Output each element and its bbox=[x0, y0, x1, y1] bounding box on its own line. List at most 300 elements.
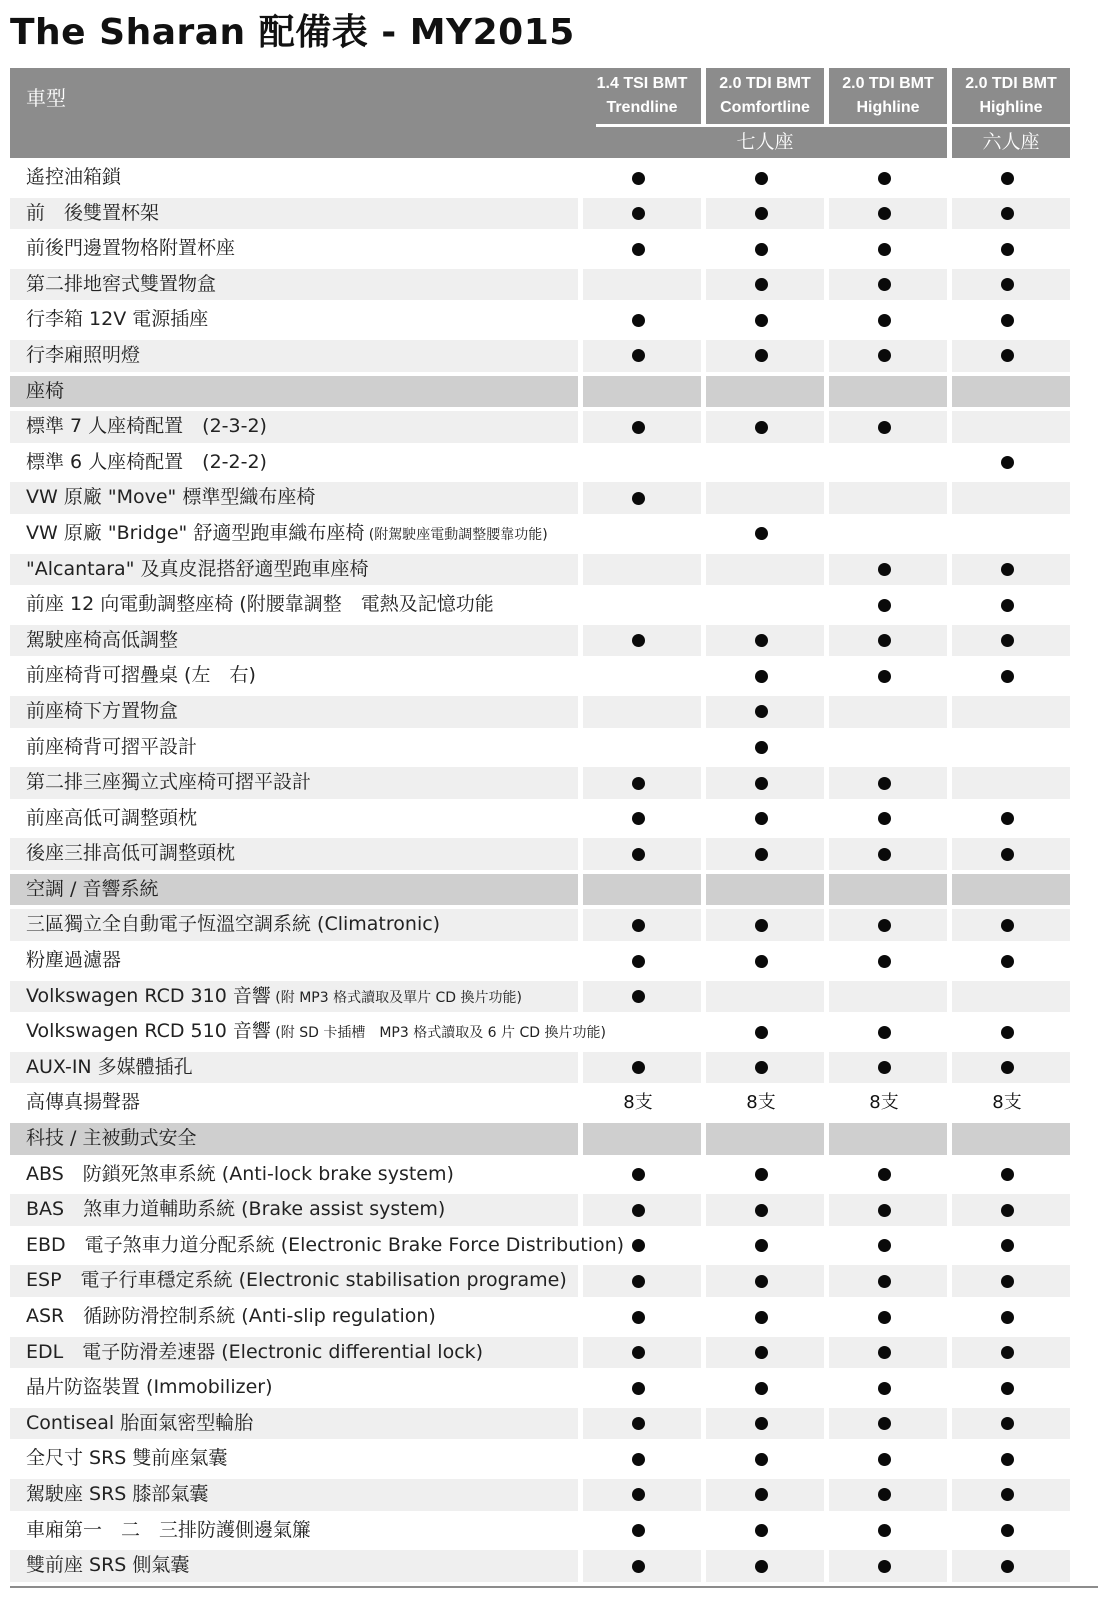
standard-dot-icon bbox=[702, 623, 820, 659]
standard-dot-icon bbox=[579, 1192, 697, 1228]
row-value-cell-4 bbox=[952, 732, 1070, 764]
table-row bbox=[10, 1263, 1098, 1299]
row-value-cell-3 bbox=[829, 981, 947, 1013]
feature-label bbox=[26, 1370, 272, 1406]
standard-dot-icon bbox=[702, 730, 820, 766]
dot-icon bbox=[878, 1026, 891, 1039]
standard-dot-icon bbox=[825, 409, 943, 445]
feature-label bbox=[26, 1014, 606, 1050]
dot-icon bbox=[632, 812, 645, 825]
standard-dot-icon bbox=[825, 1513, 943, 1549]
table-row bbox=[10, 765, 1098, 801]
table-row bbox=[10, 231, 1098, 267]
dot-icon bbox=[755, 1453, 768, 1466]
dot-icon bbox=[632, 1275, 645, 1288]
standard-dot-icon bbox=[948, 801, 1066, 837]
table-row bbox=[10, 409, 1098, 445]
row-value-cell-3 bbox=[829, 732, 947, 764]
table-row bbox=[10, 1335, 1098, 1371]
table-row bbox=[10, 196, 1098, 232]
dot-icon bbox=[632, 634, 645, 647]
dot-icon bbox=[632, 207, 645, 220]
dot-icon bbox=[755, 1204, 768, 1217]
dot-icon bbox=[632, 1417, 645, 1430]
header-model-cell bbox=[10, 68, 596, 158]
section-header-row bbox=[10, 1121, 1098, 1157]
feature-label-text: EBD 電子煞車力道分配系統 (Electronic Brake Force Distribution) bbox=[26, 1233, 625, 1256]
standard-dot-icon bbox=[579, 1513, 697, 1549]
standard-dot-icon bbox=[825, 302, 943, 338]
dot-icon bbox=[632, 492, 645, 505]
feature-label-text: VW 原廠 "Bridge" 舒適型跑車織布座椅 bbox=[26, 521, 365, 544]
row-value-cell-4 bbox=[952, 482, 1070, 514]
feature-label-text: 第二排三座獨立式座椅可摺平設計 bbox=[26, 771, 312, 794]
feature-label bbox=[26, 836, 235, 872]
standard-dot-icon bbox=[948, 302, 1066, 338]
dot-icon bbox=[1001, 670, 1014, 683]
header-col-3-trim: Highline bbox=[856, 99, 920, 116]
dot-icon bbox=[632, 1488, 645, 1501]
dot-icon bbox=[755, 1061, 768, 1074]
feature-label bbox=[26, 1513, 311, 1549]
dot-icon bbox=[878, 349, 891, 362]
feature-label-text: EDL 電子防滑差速器 (Electronic differential lock) bbox=[26, 1340, 484, 1363]
feature-label-text: 行李廂照明燈 bbox=[26, 343, 141, 366]
dot-icon bbox=[1001, 1061, 1014, 1074]
standard-dot-icon bbox=[702, 1406, 820, 1442]
dot-icon bbox=[1001, 955, 1014, 968]
standard-dot-icon bbox=[579, 1548, 697, 1584]
equipment-table bbox=[10, 68, 1098, 1584]
standard-dot-icon bbox=[702, 1477, 820, 1513]
standard-dot-icon bbox=[825, 1157, 943, 1193]
standard-dot-icon bbox=[825, 1548, 943, 1584]
feature-label-text: 前座椅背可摺平設計 bbox=[26, 735, 198, 758]
dot-icon bbox=[755, 1417, 768, 1430]
feature-label-text: 駕駛座 SRS 膝部氣囊 bbox=[26, 1482, 209, 1505]
table-row bbox=[10, 1477, 1098, 1513]
standard-dot-icon bbox=[948, 267, 1066, 303]
standard-dot-icon bbox=[702, 516, 820, 552]
standard-dot-icon bbox=[825, 907, 943, 943]
row-value-cell-2 bbox=[706, 981, 824, 1013]
dot-icon bbox=[755, 1311, 768, 1324]
standard-dot-icon bbox=[702, 1441, 820, 1477]
dot-icon bbox=[755, 349, 768, 362]
feature-label-text: 前座椅背可摺疊桌 (左 右) bbox=[26, 664, 256, 687]
standard-dot-icon bbox=[579, 1050, 697, 1086]
standard-dot-icon bbox=[579, 836, 697, 872]
table-row bbox=[10, 801, 1098, 837]
header-col-2 bbox=[706, 68, 824, 124]
table-row bbox=[10, 836, 1098, 872]
dot-icon bbox=[1001, 1204, 1014, 1217]
dot-icon bbox=[632, 990, 645, 1003]
dot-icon bbox=[755, 1275, 768, 1288]
dot-icon bbox=[878, 314, 891, 327]
standard-dot-icon bbox=[702, 1228, 820, 1264]
table-row bbox=[10, 943, 1098, 979]
dot-icon bbox=[755, 919, 768, 932]
dot-icon bbox=[755, 421, 768, 434]
feature-label bbox=[26, 801, 197, 837]
feature-label-text: 後座三排高低可調整頭枕 bbox=[26, 842, 236, 865]
dot-icon bbox=[878, 1417, 891, 1430]
feature-label bbox=[26, 1050, 193, 1086]
feature-label bbox=[26, 1192, 445, 1228]
row-value-cell-1 bbox=[583, 874, 701, 906]
table-row bbox=[10, 1548, 1098, 1584]
feature-label-text: 三區獨立全自動電子恆溫空調系統 (Climatronic) bbox=[26, 913, 441, 936]
section-header-row bbox=[10, 872, 1098, 908]
header-model-label: 車型 bbox=[26, 86, 66, 110]
standard-dot-icon bbox=[948, 1050, 1066, 1086]
standard-dot-icon bbox=[579, 302, 697, 338]
standard-dot-icon bbox=[579, 1157, 697, 1193]
standard-dot-icon bbox=[579, 979, 697, 1015]
dot-icon bbox=[632, 1346, 645, 1359]
table-body bbox=[10, 160, 1098, 1584]
value-text: 8支 bbox=[992, 1092, 1022, 1114]
standard-dot-icon bbox=[702, 231, 820, 267]
feature-label bbox=[26, 1441, 227, 1477]
feature-label-text: 行李箱 12V 電源插座 bbox=[26, 308, 209, 331]
dot-icon bbox=[878, 1204, 891, 1217]
standard-dot-icon bbox=[702, 907, 820, 943]
row-value-cell-1 bbox=[583, 589, 701, 621]
standard-dot-icon bbox=[579, 907, 697, 943]
standard-dot-icon bbox=[948, 231, 1066, 267]
feature-label-text: 高傳真揚聲器 bbox=[26, 1091, 141, 1114]
standard-dot-icon bbox=[702, 409, 820, 445]
table-row bbox=[10, 160, 1098, 196]
table-row bbox=[10, 1157, 1098, 1193]
standard-dot-icon bbox=[825, 1335, 943, 1371]
dot-icon bbox=[878, 1311, 891, 1324]
row-value-cell-3 bbox=[829, 518, 947, 550]
feature-label-text: 全尺寸 SRS 雙前座氣囊 bbox=[26, 1447, 228, 1470]
dot-icon bbox=[755, 812, 768, 825]
feature-label bbox=[26, 552, 368, 588]
feature-label bbox=[26, 445, 267, 481]
standard-dot-icon bbox=[579, 160, 697, 196]
page-title: The Sharan 配備表 - MY2015 bbox=[10, 12, 575, 53]
table-row bbox=[10, 1406, 1098, 1442]
row-value-cell-4 bbox=[952, 1123, 1070, 1155]
row-value-cell-1 bbox=[583, 376, 701, 408]
dot-icon bbox=[632, 777, 645, 790]
standard-dot-icon bbox=[948, 445, 1066, 481]
standard-dot-icon bbox=[948, 836, 1066, 872]
dot-icon bbox=[878, 1524, 891, 1537]
section-title bbox=[26, 1121, 196, 1157]
dot-icon bbox=[755, 172, 768, 185]
standard-dot-icon bbox=[702, 1370, 820, 1406]
dot-icon bbox=[878, 812, 891, 825]
standard-dot-icon bbox=[948, 1192, 1066, 1228]
row-value-cell-4 bbox=[952, 376, 1070, 408]
row-value-cell-4 bbox=[952, 767, 1070, 799]
feature-label bbox=[26, 1335, 483, 1371]
section-header-row bbox=[10, 374, 1098, 410]
standard-dot-icon bbox=[948, 1406, 1066, 1442]
standard-dot-icon bbox=[948, 943, 1066, 979]
table-row bbox=[10, 1192, 1098, 1228]
feature-label-text: "Alcantara" 及真皮混搭舒適型跑車座椅 bbox=[26, 557, 369, 580]
feature-label-text: AUX-IN 多媒體插孔 bbox=[26, 1055, 193, 1078]
standard-dot-icon bbox=[579, 1441, 697, 1477]
standard-dot-icon bbox=[948, 907, 1066, 943]
dot-icon bbox=[1001, 243, 1014, 256]
dot-icon bbox=[878, 421, 891, 434]
dot-icon bbox=[1001, 172, 1014, 185]
row-value-cell-4 bbox=[952, 981, 1070, 1013]
row-value-cell-1 bbox=[583, 732, 701, 764]
dot-icon bbox=[755, 1560, 768, 1573]
feature-label bbox=[26, 231, 235, 267]
row-value-cell-3 bbox=[829, 376, 947, 408]
row-value-cell-2 bbox=[706, 1123, 824, 1155]
dot-icon bbox=[1001, 1275, 1014, 1288]
header-col-1-engine: 1.4 TSI BMT bbox=[596, 75, 688, 92]
feature-label bbox=[26, 943, 121, 979]
feature-label-text: 空調 / 音響系統 bbox=[26, 877, 159, 900]
table-row bbox=[10, 516, 1098, 552]
row-value-cell-4 bbox=[952, 874, 1070, 906]
standard-dot-icon bbox=[948, 1548, 1066, 1584]
dot-icon bbox=[755, 777, 768, 790]
dot-icon bbox=[1001, 1524, 1014, 1537]
standard-dot-icon bbox=[825, 338, 943, 374]
table-header bbox=[10, 68, 1098, 158]
dot-icon bbox=[632, 1382, 645, 1395]
dot-icon bbox=[878, 1346, 891, 1359]
standard-dot-icon bbox=[702, 1050, 820, 1086]
table-row bbox=[10, 1513, 1098, 1549]
dot-icon bbox=[878, 278, 891, 291]
table-row bbox=[10, 587, 1098, 623]
standard-dot-icon bbox=[948, 196, 1066, 232]
row-value-cell-3 bbox=[829, 447, 947, 479]
standard-dot-icon bbox=[702, 1299, 820, 1335]
standard-dot-icon bbox=[579, 480, 697, 516]
feature-label-text: 遙控油箱鎖 bbox=[26, 166, 122, 188]
row-value-cell-3 bbox=[829, 874, 947, 906]
feature-label-text: 科技 / 主被動式安全 bbox=[26, 1127, 197, 1150]
table-row bbox=[10, 302, 1098, 338]
dot-icon bbox=[632, 1524, 645, 1537]
standard-dot-icon bbox=[825, 836, 943, 872]
table-row bbox=[10, 1370, 1098, 1406]
standard-dot-icon bbox=[825, 1192, 943, 1228]
standard-dot-icon bbox=[825, 1050, 943, 1086]
standard-dot-icon bbox=[948, 1477, 1066, 1513]
seating-7-label: 七人座 bbox=[583, 127, 947, 158]
feature-label bbox=[26, 979, 522, 1015]
dot-icon bbox=[878, 1560, 891, 1573]
standard-dot-icon bbox=[948, 1335, 1066, 1371]
row-value-cell-1 bbox=[583, 696, 701, 728]
dot-icon bbox=[755, 848, 768, 861]
value-text: 8支 bbox=[746, 1092, 776, 1114]
feature-label-text: Volkswagen RCD 510 音響 bbox=[26, 1020, 271, 1043]
feature-label bbox=[26, 516, 548, 552]
dot-icon bbox=[755, 955, 768, 968]
dot-icon bbox=[878, 563, 891, 576]
dot-icon bbox=[1001, 314, 1014, 327]
standard-dot-icon bbox=[825, 267, 943, 303]
feature-label-text: 晶片防盜裝置 (Immobilizer) bbox=[26, 1376, 273, 1399]
dot-icon bbox=[1001, 1311, 1014, 1324]
standard-dot-icon bbox=[579, 943, 697, 979]
standard-dot-icon bbox=[825, 1263, 943, 1299]
table-row bbox=[10, 694, 1098, 730]
feature-label-text: 第二排地窖式雙置物盒 bbox=[26, 272, 217, 295]
standard-dot-icon bbox=[825, 943, 943, 979]
standard-dot-icon bbox=[579, 801, 697, 837]
dot-icon bbox=[755, 1239, 768, 1252]
row-value-cell-1 bbox=[583, 518, 701, 550]
feature-label bbox=[26, 694, 178, 730]
dot-icon bbox=[632, 243, 645, 256]
table-row bbox=[10, 1228, 1098, 1264]
feature-label-text: 駕駛座椅高低調整 bbox=[26, 628, 179, 651]
feature-label bbox=[26, 267, 216, 303]
dot-icon bbox=[878, 1488, 891, 1501]
dot-icon bbox=[1001, 1239, 1014, 1252]
dot-icon bbox=[878, 955, 891, 968]
feature-label-text: 車廂第一 二 三排防護側邊氣簾 bbox=[26, 1518, 312, 1541]
feature-label-text: ESP 電子行車穩定系統 (Electronic stabilisation programe) bbox=[26, 1269, 567, 1292]
feature-label bbox=[26, 302, 208, 338]
dot-icon bbox=[755, 527, 768, 540]
row-value-cell-2 bbox=[706, 482, 824, 514]
standard-dot-icon bbox=[825, 801, 943, 837]
feature-label-text: BAS 煞車力道輔助系統 (Brake assist system) bbox=[26, 1198, 446, 1221]
dot-icon bbox=[1001, 1560, 1014, 1573]
feature-label-text: 前後門邊置物格附置杯座 bbox=[26, 237, 236, 260]
dot-icon bbox=[878, 634, 891, 647]
row-value-cell-4 bbox=[952, 518, 1070, 550]
dot-icon bbox=[878, 777, 891, 790]
dot-icon bbox=[878, 243, 891, 256]
feature-label-text: 前 後雙置杯架 bbox=[26, 201, 160, 224]
dot-icon bbox=[632, 1204, 645, 1217]
table-row bbox=[10, 445, 1098, 481]
feature-label bbox=[26, 587, 494, 623]
dot-icon bbox=[755, 207, 768, 220]
feature-label bbox=[26, 1228, 624, 1264]
dot-icon bbox=[755, 278, 768, 291]
table-row bbox=[10, 658, 1098, 694]
dot-icon bbox=[632, 1453, 645, 1466]
dot-icon bbox=[878, 1275, 891, 1288]
dot-icon bbox=[878, 1239, 891, 1252]
standard-dot-icon bbox=[579, 623, 697, 659]
dot-icon bbox=[1001, 634, 1014, 647]
row-value-cell-3 bbox=[829, 696, 947, 728]
dot-icon bbox=[755, 705, 768, 718]
dot-icon bbox=[632, 1239, 645, 1252]
feature-label bbox=[26, 1477, 208, 1513]
dot-icon bbox=[755, 634, 768, 647]
feature-label-text: Volkswagen RCD 310 音響 bbox=[26, 984, 271, 1007]
standard-dot-icon bbox=[948, 1228, 1066, 1264]
standard-dot-icon bbox=[702, 836, 820, 872]
table-row bbox=[10, 1085, 1098, 1121]
header-col-1 bbox=[583, 68, 701, 124]
table-row bbox=[10, 907, 1098, 943]
feature-label-text: ASR 循跡防滑控制系統 (Anti-slip regulation) bbox=[26, 1305, 436, 1327]
standard-dot-icon bbox=[825, 623, 943, 659]
standard-dot-icon bbox=[825, 231, 943, 267]
standard-dot-icon bbox=[948, 1263, 1066, 1299]
row-value-cell-2 bbox=[706, 376, 824, 408]
standard-dot-icon bbox=[825, 1477, 943, 1513]
standard-dot-icon bbox=[948, 1157, 1066, 1193]
value-text: 8支 bbox=[869, 1092, 899, 1114]
row-value-cell-1 bbox=[583, 447, 701, 479]
feature-note: (附 MP3 格式讀取及單片 CD 換片功能) bbox=[270, 989, 523, 1006]
standard-dot-icon bbox=[825, 1014, 943, 1050]
standard-dot-icon bbox=[825, 1406, 943, 1442]
feature-label-text: 標準 6 人座椅配置 (2-2-2) bbox=[26, 450, 267, 473]
standard-dot-icon bbox=[825, 1370, 943, 1406]
table-row bbox=[10, 1050, 1098, 1086]
feature-label-text: 雙前座 SRS 側氣囊 bbox=[26, 1554, 190, 1577]
dot-icon bbox=[1001, 349, 1014, 362]
table-row bbox=[10, 1299, 1098, 1335]
table-row bbox=[10, 730, 1098, 766]
dot-icon bbox=[878, 172, 891, 185]
standard-dot-icon bbox=[702, 338, 820, 374]
standard-dot-icon bbox=[948, 1513, 1066, 1549]
feature-label bbox=[26, 480, 315, 516]
standard-dot-icon bbox=[702, 196, 820, 232]
standard-dot-icon bbox=[948, 1299, 1066, 1335]
feature-label bbox=[26, 765, 311, 801]
table-row bbox=[10, 1014, 1098, 1050]
dot-icon bbox=[755, 243, 768, 256]
dot-icon bbox=[878, 599, 891, 612]
standard-dot-icon bbox=[825, 765, 943, 801]
feature-label bbox=[26, 1406, 253, 1442]
dot-icon bbox=[1001, 599, 1014, 612]
standard-dot-icon bbox=[948, 1370, 1066, 1406]
feature-label bbox=[26, 1157, 454, 1193]
feature-label bbox=[26, 658, 256, 694]
standard-dot-icon bbox=[579, 231, 697, 267]
standard-dot-icon bbox=[579, 409, 697, 445]
header-col-4-engine: 2.0 TDI BMT bbox=[965, 75, 1057, 92]
dot-icon bbox=[632, 349, 645, 362]
seating-6-label: 六人座 bbox=[952, 127, 1070, 158]
standard-dot-icon bbox=[825, 587, 943, 623]
dot-icon bbox=[1001, 812, 1014, 825]
table-row bbox=[10, 623, 1098, 659]
dot-icon bbox=[1001, 1382, 1014, 1395]
feature-label-text: 標準 7 人座椅配置 (2-3-2) bbox=[26, 415, 267, 438]
standard-dot-icon bbox=[702, 694, 820, 730]
feature-label bbox=[26, 1263, 567, 1299]
dot-icon bbox=[632, 421, 645, 434]
standard-dot-icon bbox=[702, 765, 820, 801]
standard-dot-icon bbox=[579, 196, 697, 232]
dot-icon bbox=[1001, 1488, 1014, 1501]
feature-label bbox=[26, 338, 140, 374]
feature-label-text: VW 原廠 "Move" 標準型織布座椅 bbox=[26, 486, 316, 509]
table-row bbox=[10, 480, 1098, 516]
